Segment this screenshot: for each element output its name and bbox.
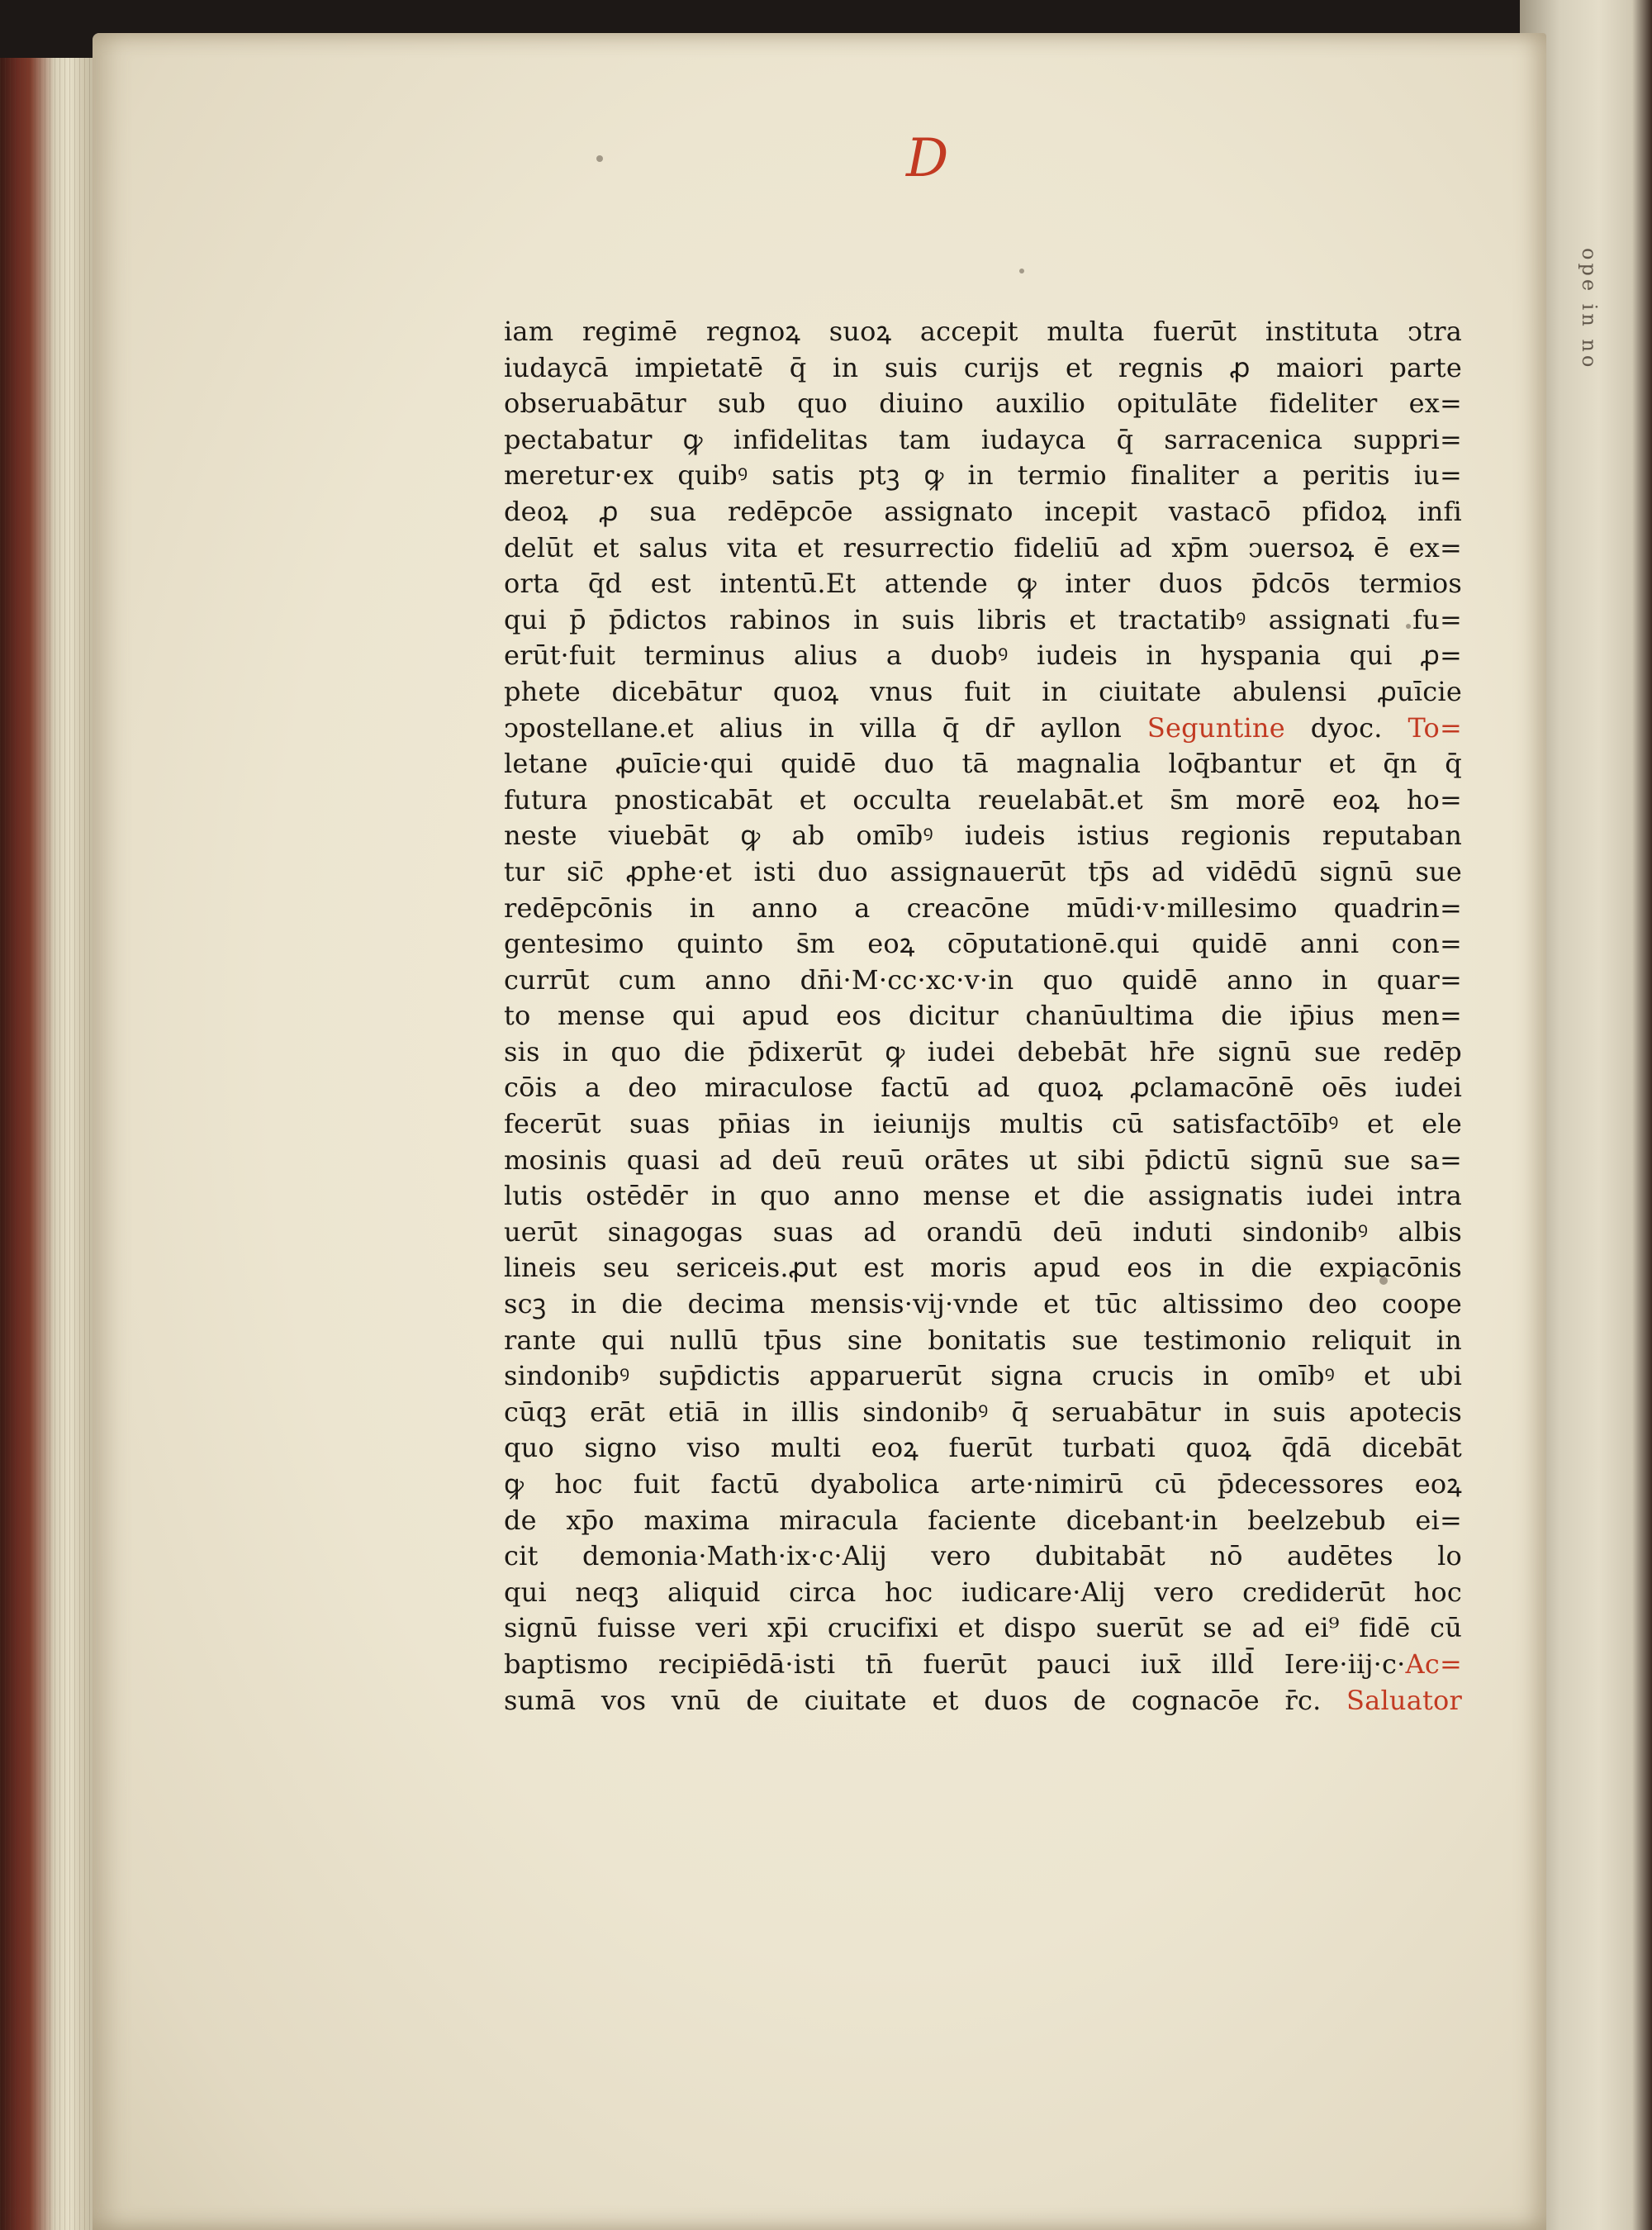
text-line: cit demonia·Math·ix·c·Alij vero dubitabāt nō audētes lo (504, 1540, 1462, 1572)
rubric-word: Seguntine (1146, 711, 1285, 744)
text-line: to mense qui apud eos dicitur chanūultima die ip̄ius men= (504, 1000, 1462, 1032)
text-line: letane ꝓuīcie·qui quidē duo tā magnalia loq̄bantur et q̄n q̄ (504, 748, 1462, 780)
rubric-word: To= (1408, 711, 1462, 744)
text-line: gentesimo quinto s̄m eoꝝ cōputationē.qui quidē anni con= (504, 928, 1462, 960)
text-line: mosinis quasi ad deū reuū orātes ut sibi p̄dictū signū sue sa= (504, 1144, 1462, 1176)
text-line: erūt·fuit terminus alius a duobꝰ iudeis in hyspania qui ꝓ= (504, 640, 1462, 672)
text-line: futura pnosticabāt et occulta reuelabāt.et s̄m morē eoꝝ ho= (504, 783, 1462, 815)
text-line: deoꝝ ꝓ sua redēpcōe assignato incepit vastacō pfidoꝝ infi (504, 495, 1462, 527)
text-line: sis in quo die p̄dixerūt ꝙ iudei debebāt hr̄e signū sue redēp (504, 1035, 1462, 1067)
text-block (504, 314, 1462, 1719)
text-line: ꝙ hoc fuit factū dyabolica arte·nimirū cū p̄decessores eoꝝ (504, 1468, 1462, 1500)
text-line: qui neqꝫ aliquid circa hoc iudicare·Alij vero crediderūt hoc (504, 1576, 1462, 1608)
manuscript-page (93, 33, 1546, 2230)
text-line: lutis ostēdēr in quo anno mense et die assignatis iudei intra (504, 1180, 1462, 1212)
margin-note: ope in no (1578, 248, 1601, 371)
text-line: uerūt sinagogas suas ad orandū deū induti sindonibꝰ albis (504, 1215, 1462, 1248)
left-page-edges (0, 58, 99, 2230)
text-line: pectabatur ꝙ infidelitas tam iudayca q̄ sarracenica suppri= (504, 423, 1462, 455)
text-line: lineis seu sericeis.ꝓut est moris apud eos in die expiacōnis (504, 1252, 1462, 1284)
text-line: iudaycā impietatē q̄ in suis curijs et regnis ꝓ maiori parte (504, 351, 1462, 383)
text-line: obseruabātur sub quo diuino auxilio opitulāte fideliter ex= (504, 388, 1462, 420)
ink-speck (1019, 269, 1024, 273)
text-line: meretur·ex quibꝰ satis ptꝫ ꝙ in termio finaliter a peritis iu= (504, 459, 1462, 492)
text-line: sindonibꝰ sup̄dictis apparuerūt signa crucis in omībꝰ et ubi (504, 1360, 1462, 1392)
text-line: baptismo recipiēdā·isti tn̄ fuerūt pauci iux̄ illd̄ Iere·iij·c·Ac= (504, 1648, 1462, 1680)
text-line: ↄpostellane.et alius in villa q̄ dr̄ ayllon Seguntine dyoc. To= (504, 711, 1462, 744)
text-line: signū fuisse veri xp̄i crucifixi et dispo suerūt se ad ei⁹ fidē cū (504, 1612, 1462, 1644)
text-line: de xp̄o maxima miracula faciente dicebant·in beelzebub ei= (504, 1504, 1462, 1536)
text-line: cūqꝫ erāt etiā in illis sindonibꝰ q̄ seruabātur in suis apotecis (504, 1396, 1462, 1428)
text-line: cōis a deo miraculose factū ad quoꝝ ꝓclamacōnē oēs iudei (504, 1072, 1462, 1104)
folio-mark: D (906, 128, 951, 189)
text-line: rante qui nullū tp̄us sine bonitatis sue testimonio reliquit in (504, 1324, 1462, 1356)
text-line: orta q̄d est intentū.Et attende ꝙ inter duos p̄dcōs termios (504, 568, 1462, 600)
rubric-word: Ac= (1405, 1648, 1462, 1680)
ink-speck (596, 155, 603, 162)
text-line: currūt cum anno dn̄i·M·cc·xc·v·in quo quidē anno in quar= (504, 963, 1462, 996)
text-line: redēpcōnis in anno a creacōne mūdi·v·millesimo quadrin= (504, 892, 1462, 924)
rubric-word: Saluator (1346, 1684, 1462, 1716)
text-line: phete dicebātur quoꝝ vnus fuit in ciuitate abulensi ꝓuīcie (504, 675, 1462, 707)
text-line: tur sic̄ ꝓphe·et isti duo assignauerūt tp̄s ad vidēdū signū sue (504, 855, 1462, 887)
text-line: iam regimē regnoꝝ suoꝝ accepit multa fuerūt instituta ↄtra (504, 316, 1462, 347)
text-line: neste viuebāt ꝙ ab omībꝰ iudeis istius regionis reputaban (504, 820, 1462, 852)
text-line: scꝫ in die decima mensis·vij·vnde et tūc altissimo deo coope (504, 1288, 1462, 1320)
text-line: fecerūt suas pn̄ias in ieiunijs multis cū satisfactōībꝰ et ele (504, 1108, 1462, 1140)
text-line: quo signo viso multi eoꝝ fuerūt turbati quoꝝ q̄dā dicebāt (504, 1432, 1462, 1464)
text-line: delūt et salus vita et resurrectio fideliū ad xp̄m ↄuersoꝝ ē ex= (504, 531, 1462, 563)
text-line: qui p̄ p̄dictos rabinos in suis libris et tractatibꝰ assignati fu= (504, 603, 1462, 635)
text-line: sumā vos vnū de ciuitate et duos de cognacōe r̄c. Saluator (504, 1684, 1462, 1716)
